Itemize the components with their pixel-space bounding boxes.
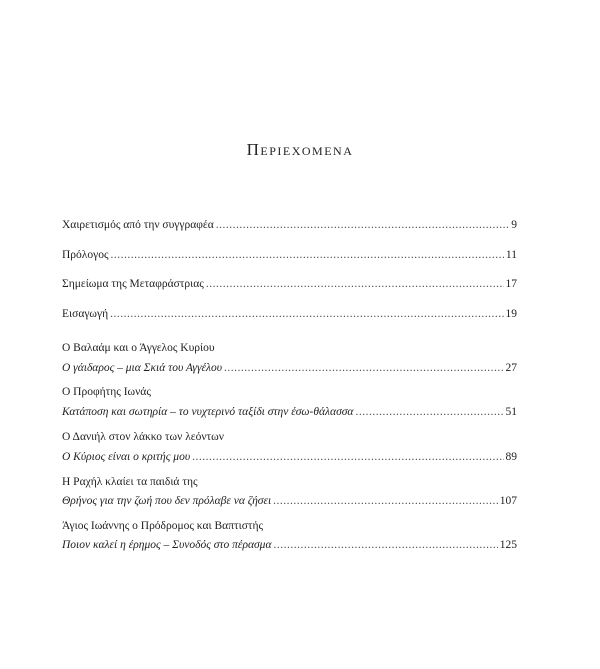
chapter-subtitle: Θρήνος για την ζωή που δεν πρόλαβε να ζήσει — [62, 495, 272, 507]
dot-leader — [224, 362, 503, 374]
chapter-entry[interactable] — [62, 362, 517, 378]
chapter-heading: Ο Βαλαάμ και ο Άγγελος Κυρίου — [62, 342, 215, 354]
chapter-subtitle: Ποιον καλεί η έρημος – Συνοδός στο πέρασμα — [62, 539, 272, 551]
chapter-entry[interactable] — [62, 406, 517, 422]
toc-entry-text: Πρόλογος — [62, 249, 109, 261]
chapter-subtitle: Κατάποση και σωτηρία – το νυχτερινό ταξίδι στην έσω-θάλασσα — [62, 406, 354, 418]
dot-leader — [110, 308, 503, 320]
chapter-subtitle: Ο γάιδαρος – μια Σκιά του Αγγέλου — [62, 362, 223, 374]
dot-leader — [216, 219, 510, 231]
toc-entry-text: Σημείωμα της Μεταφράστριας — [62, 278, 204, 290]
page-title: Περιεχομενα — [246, 140, 354, 159]
toc-entry[interactable] — [62, 308, 517, 324]
toc-entry-page: 17 — [505, 278, 517, 290]
toc-entry[interactable] — [62, 219, 517, 235]
chapter-entry[interactable] — [62, 495, 517, 511]
dot-leader — [274, 539, 498, 551]
chapter-page: 27 — [505, 362, 517, 374]
chapter-page: 107 — [499, 495, 517, 507]
chapter-page: 125 — [499, 539, 517, 551]
toc-entry-page: 9 — [511, 219, 517, 231]
chapter-entry[interactable] — [62, 451, 517, 467]
toc-entry[interactable] — [62, 249, 517, 265]
chapter-heading: Ο Προφήτης Ιωνάς — [62, 386, 151, 398]
chapter-heading: Η Ραχήλ κλαίει τα παιδιά της — [62, 476, 198, 488]
chapter-entry[interactable] — [62, 539, 517, 555]
dot-leader — [355, 406, 503, 418]
chapter-page: 51 — [505, 406, 517, 418]
chapter-heading: Ο Δανιήλ στον λάκκο των λεόντων — [62, 431, 224, 443]
chapter-page: 89 — [505, 451, 517, 463]
dot-leader — [192, 451, 503, 463]
toc-entry-text: Χαιρετισμός από την συγγραφέα — [62, 219, 214, 231]
toc-entry[interactable] — [62, 278, 517, 294]
chapter-heading: Άγιος Ιωάννης ο Πρόδρομος και Βαπτιστής — [62, 520, 264, 532]
dot-leader — [206, 278, 504, 290]
chapter-subtitle: Ο Κύριος είναι ο κριτής μου — [62, 451, 191, 463]
toc-entry-page: 11 — [505, 249, 517, 261]
toc-entry-page: 19 — [505, 308, 517, 320]
dot-leader — [111, 249, 504, 261]
dot-leader — [273, 495, 498, 507]
toc-entry-text: Εισαγωγή — [62, 308, 109, 320]
